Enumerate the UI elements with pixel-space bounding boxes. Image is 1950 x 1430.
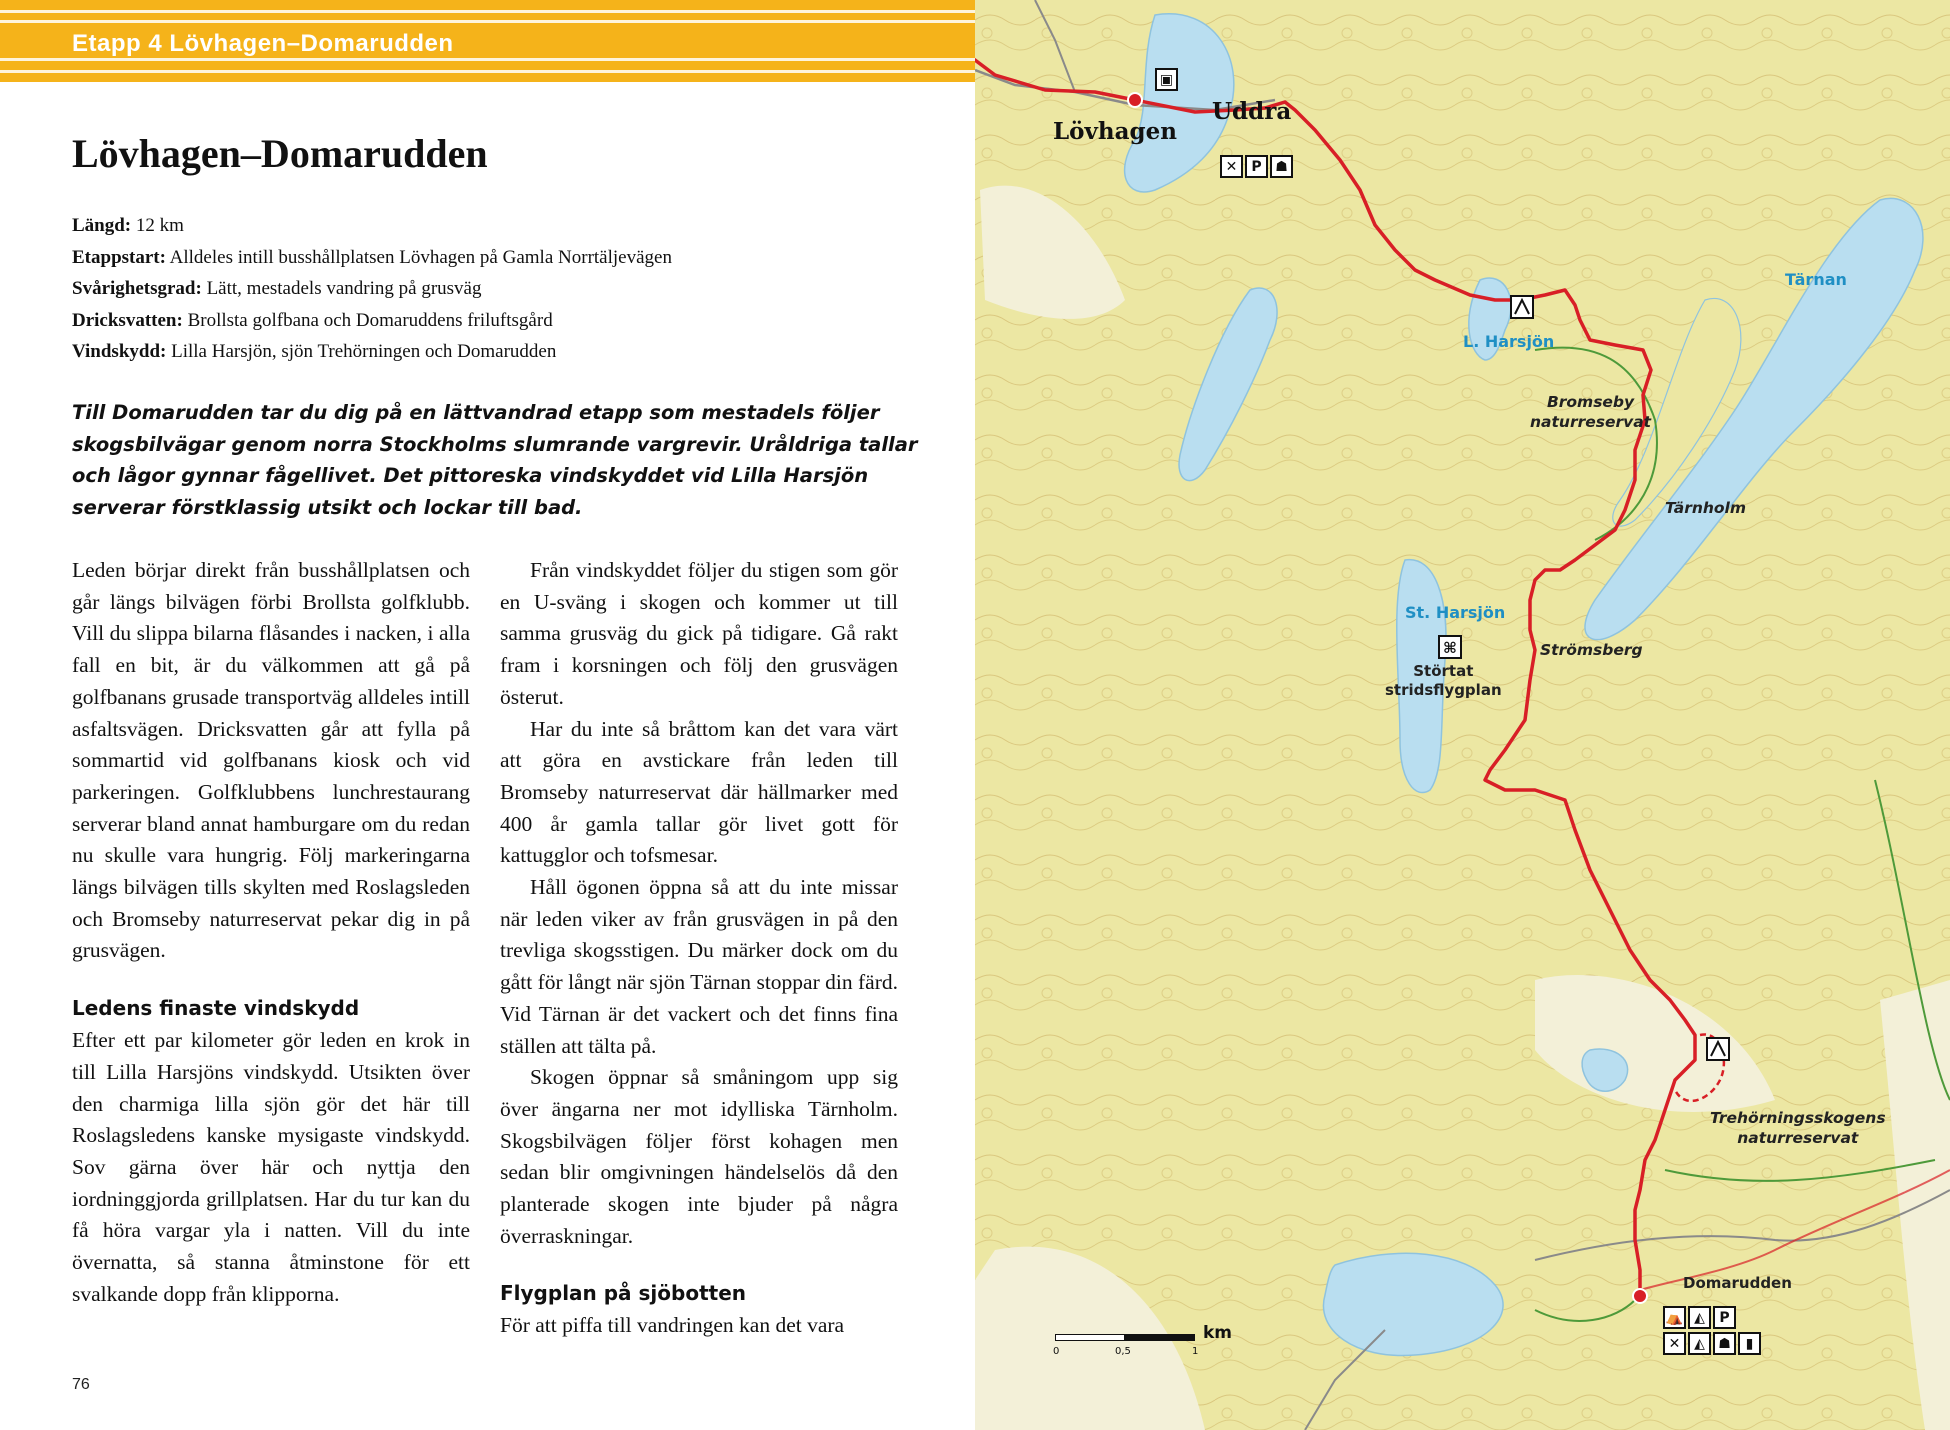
fact-value: Alldeles intill busshållplatsen Lövhagen på Gamla Norrtäljevägen [169,246,672,268]
place-label-stromsberg: Strömsberg [1540,641,1643,659]
banner-stripe [0,10,975,13]
grill-icon: ◭ [1688,1332,1711,1355]
place-label-line: naturreservat [1530,413,1652,431]
symbols-uddra [1220,155,1293,178]
symbols-domarudden-top [1663,1306,1736,1329]
restaurant-icon: ✕ [1220,155,1243,178]
section-heading: Flygplan på sjöbotten [500,1281,746,1306]
fact-row [72,242,952,274]
parking-icon: P [1245,155,1268,178]
wreck-icon: ⌘ [1443,639,1457,657]
body-paragraph: Har du inte så bråttom kan det vara värt att göra en avstickare från leden till Bromseby naturreservat där hällmarker med 400 år gamla tallar gör livet gott för kattugglor och tofsmesar. [500,716,898,868]
place-label-tarnholm: Tärnholm [1665,499,1747,517]
body-column-right [500,555,898,1342]
fact-row [72,210,952,242]
banner-stripe [0,70,975,73]
banner-stripe [0,58,975,61]
map-canvas [975,0,1950,1430]
place-label-st-harsjon: St. Harsjön [1405,603,1506,622]
facts-list [72,210,952,368]
body-paragraph: För att piffa till vandringen kan det vara [500,1313,845,1338]
place-label-lovhagen: Lövhagen [1053,118,1177,145]
place-label-tarnan: Tärnan [1785,270,1847,289]
scale-tick-label: 1 [1192,1346,1199,1357]
chapter-banner-title: Etapp 4 Lövhagen–Domarudden [72,30,454,57]
lead-paragraph: Till Domarudden tar du dig på en lättvandrad etapp som mestadels följer skogsbilvägar genom norra Stockholms slumrande vargrevir. Uråldriga tallar och lågor gynnar fågellivet. Det pittoreska vindskyddet vid Lilla Harsjön serverar förstklassig utsikt och lockar till bad. [72,401,918,519]
start-point [1128,93,1142,107]
scale-tick-label: 0,5 [1115,1346,1131,1357]
body-paragraph: Leden börjar direkt från busshållplatsen och går längs bilvägen förbi Brollsta golfklubb. Vill du slippa bilarna flåsandes i nacken, i alla fall en bit, är du välkommen att gå på golfbanans grusade transportväg alldeles intill asfaltsvägen. Dricksvatten går att fylla på sommartid vid golfbanans kiosk och vid parkeringen. Golfklubbens lunchrestaurang serverar bland annat hamburgare om du redan nu skulle vara hungrig. Följ markeringarna längs bilvägen tills skylten med Roslagsleden och Bromseby naturreservat pekar dig in på grusvägen. [72,558,470,963]
fact-value: Brollsta golfbana och Domaruddens friluftsgård [187,309,553,331]
scale-tick-label: 0 [1053,1346,1060,1357]
bus-stop-icon: ▣ [1155,68,1178,91]
body-paragraph: Håll ögonen öppna så att du inte missar när leden viker av från grusvägen in på den trevliga skogsstigen. Du märker dock om du gått för långt när sjön Tärnan stoppar din färd. Vid Tärnan är det vackert och det finns fina ställen att tälta på. [500,875,898,1058]
end-point [1633,1289,1647,1303]
fact-label: Dricksvatten: [72,309,183,331]
symbols-domarudden-bottom [1663,1332,1761,1355]
fact-row [72,305,952,337]
body-paragraph: Efter ett par kilometer gör leden en krok in till Lilla Harsjöns vindskydd. Utsikten över den charmiga lilla sjön gör det här till Roslagsledens kanske mysigaste vindskydd. Sov gärna över här och nyttja den iordninggjorda grillplatsen. Har du tur kan du få höra vargar yla i natten. Vill du inte övernatta, så stanna åtminstone för ett svalkande dopp från klipporna. [72,1028,470,1306]
scale-unit-label: km [1203,1323,1233,1343]
symbols-lovhagen [1155,68,1178,91]
toilet-icon: ▮ [1738,1332,1761,1355]
lake-domarudden [1323,1253,1503,1355]
fact-value: Lilla Harsjön, sjön Trehörningen och Domarudden [171,341,557,362]
page-number: 76 [72,1376,90,1393]
camping-icon: ⛺ [1663,1306,1686,1329]
place-label-line: Störtat [1413,662,1474,680]
fact-label: Etappstart: [72,246,166,268]
body-paragraph: Från vindskyddet följer du stigen som gör en U-sväng i skogen och kommer ut till samma grusväg du gick på tidigare. Gå rakt fram i korsningen och följ den grusvägen österut. [500,558,898,709]
place-label-bromseby [1530,392,1651,432]
place-label-line: naturreservat [1737,1129,1859,1147]
route-map [975,0,1950,1430]
place-label-trehorningsskogen [1710,1108,1886,1148]
map-scale-bar [1053,1323,1233,1388]
chapter-banner [0,0,975,82]
place-label-line: stridsflygplan [1385,681,1502,699]
scale-segment [1055,1334,1125,1341]
fact-row [72,273,952,305]
fact-row [72,336,952,368]
fact-label: Svårighetsgrad: [72,278,202,299]
fact-value: 12 km [135,215,184,236]
restaurant-icon: ✕ [1663,1332,1686,1355]
scale-segment [1125,1334,1195,1341]
map-contours [975,0,1950,1430]
place-label-line: Bromseby [1546,393,1635,411]
place-label-stortat-flygplan [1385,662,1502,700]
swimming-icon: ☗ [1713,1332,1736,1355]
body-column-left [72,555,470,1310]
place-label-l-harsjon: L. Harsjön [1463,332,1555,351]
body-paragraph: Skogen öppnar så småningom upp sig över ängarna ner mot idylliska Tärnholm. Skogsbilvägen följer först kohagen men sedan blir omgivningen händelselös då den planterade skogen inte bjuder på några överraskningar. [500,1065,898,1248]
shelter-icon: ◭ [1688,1306,1711,1329]
place-label-domarudden: Domarudden [1683,1274,1792,1292]
fact-label: Vindskydd: [72,341,167,362]
place-label-uddra: Uddra [1212,98,1292,125]
swimming-icon: ☗ [1270,155,1293,178]
banner-stripe [0,20,975,23]
parking-icon: P [1713,1306,1736,1329]
fact-value: Lätt, mestadels vandring på grusväg [206,278,482,299]
fact-label: Längd: [72,215,132,236]
page-title: Lövhagen–Domarudden [72,131,488,176]
section-heading: Ledens finaste vindskydd [72,996,360,1021]
place-label-line: Trehörningsskogens [1710,1109,1886,1127]
